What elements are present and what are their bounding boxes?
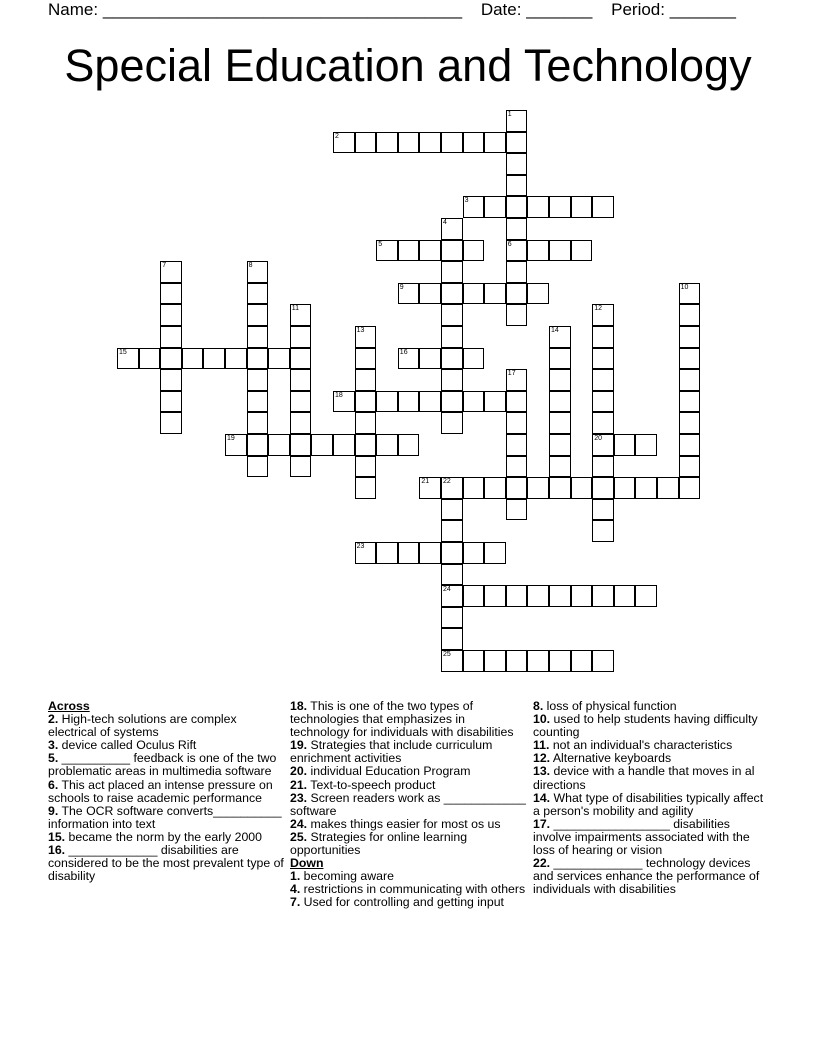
- grid-cell[interactable]: [484, 391, 506, 413]
- clue-number: 22: [443, 478, 451, 486]
- grid-cell[interactable]: [441, 391, 463, 413]
- grid-cell-12[interactable]: [592, 304, 614, 326]
- grid-cell[interactable]: [592, 326, 614, 348]
- down-clue: [533, 857, 769, 896]
- date-label: Date:: [480, 0, 522, 19]
- grid-cell[interactable]: [225, 348, 247, 370]
- grid-cell[interactable]: [614, 477, 636, 499]
- grid-cell[interactable]: [290, 391, 312, 413]
- grid-cell[interactable]: [679, 412, 701, 434]
- grid-cell-15[interactable]: [117, 348, 139, 370]
- clue-number: 22.: [533, 856, 551, 871]
- grid-cell[interactable]: [441, 564, 463, 586]
- clue-number: 8.: [533, 699, 544, 713]
- clue-number: 12.: [533, 751, 551, 766]
- clue-number: 10: [680, 283, 689, 291]
- clue-number: 18.: [290, 699, 308, 713]
- grid-cell-6[interactable]: [506, 240, 528, 262]
- grid-cell[interactable]: [549, 585, 571, 607]
- clue-number: 9: [399, 283, 404, 291]
- grid-cell[interactable]: [527, 196, 549, 218]
- grid-cell[interactable]: [355, 348, 377, 370]
- grid-cell[interactable]: [398, 542, 420, 564]
- grid-cell[interactable]: [463, 585, 485, 607]
- grid-cell[interactable]: [657, 477, 679, 499]
- grid-cell[interactable]: [160, 304, 182, 326]
- grid-cell[interactable]: [592, 196, 614, 218]
- grid-cell[interactable]: [484, 283, 506, 305]
- grid-cell[interactable]: [549, 391, 571, 413]
- grid-cell-24[interactable]: [441, 585, 463, 607]
- clue-number: 20.: [290, 764, 308, 779]
- grid-cell[interactable]: [247, 434, 269, 456]
- across-clue: [290, 739, 526, 765]
- clue-number: 24: [443, 586, 451, 594]
- grid-cell-3[interactable]: [463, 196, 485, 218]
- grid-cell[interactable]: [247, 348, 269, 370]
- grid-cell-17[interactable]: [506, 369, 528, 391]
- grid-cell-23[interactable]: [355, 542, 377, 564]
- grid-cell-5[interactable]: [376, 240, 398, 262]
- grid-cell[interactable]: [484, 650, 506, 672]
- grid-cell[interactable]: [441, 132, 463, 154]
- grid-cell[interactable]: [160, 348, 182, 370]
- clue-number: 4: [443, 219, 447, 226]
- clue-number: 13: [356, 327, 365, 334]
- grid-cell-13[interactable]: [355, 326, 377, 348]
- grid-cell[interactable]: [614, 434, 636, 456]
- grid-cell[interactable]: [484, 477, 506, 499]
- clue-number: 23: [356, 543, 365, 550]
- grid-cell[interactable]: [333, 434, 355, 456]
- grid-cell[interactable]: [527, 240, 549, 262]
- grid-cell[interactable]: [635, 434, 657, 456]
- clue-number: 2.: [48, 712, 59, 727]
- grid-cell-19[interactable]: [225, 434, 247, 456]
- clue-number: 21.: [290, 777, 308, 792]
- grid-cell[interactable]: [290, 369, 312, 391]
- grid-cell[interactable]: [549, 477, 571, 499]
- clue-number: 1.: [290, 869, 301, 884]
- clue-number: 8: [248, 262, 253, 270]
- grid-cell[interactable]: [247, 304, 269, 326]
- grid-cell-1[interactable]: [506, 110, 528, 132]
- clue-text: individual Education Program: [307, 764, 471, 779]
- grid-cell[interactable]: [376, 132, 398, 154]
- grid-cell[interactable]: [506, 477, 528, 499]
- grid-cell[interactable]: [463, 477, 485, 499]
- down-clue: [290, 896, 526, 909]
- grid-cell[interactable]: [592, 477, 614, 499]
- clue-number: 21: [421, 478, 430, 486]
- clue-number: 9.: [48, 803, 59, 818]
- grid-cell[interactable]: [592, 520, 614, 542]
- grid-cell[interactable]: [527, 650, 549, 672]
- grid-cell[interactable]: [441, 607, 463, 629]
- clue-number: 23.: [290, 790, 308, 805]
- across-clue: [290, 831, 526, 857]
- grid-cell[interactable]: [247, 456, 269, 478]
- grid-cell[interactable]: [549, 348, 571, 370]
- across-clue: [48, 752, 284, 778]
- grid-cell[interactable]: [398, 391, 420, 413]
- grid-cell[interactable]: [355, 391, 377, 413]
- grid-cell[interactable]: [160, 391, 182, 413]
- grid-cell[interactable]: [441, 499, 463, 521]
- grid-cell[interactable]: [441, 520, 463, 542]
- clue-number: 10.: [533, 712, 551, 727]
- grid-cell[interactable]: [506, 585, 528, 607]
- grid-cell[interactable]: [441, 261, 463, 283]
- across-clue: [48, 844, 284, 883]
- across-clue: [48, 713, 284, 739]
- grid-cell[interactable]: [398, 434, 420, 456]
- grid-cell[interactable]: [571, 196, 593, 218]
- grid-cell[interactable]: [268, 348, 290, 370]
- clue-number: 25: [443, 651, 451, 658]
- grid-cell-8[interactable]: [247, 261, 269, 283]
- clue-text: This act placed an intense pressure on schools to raise academic performance: [48, 777, 273, 805]
- grid-cell[interactable]: [441, 283, 463, 305]
- across-clue: [290, 792, 526, 818]
- grid-cell[interactable]: [592, 499, 614, 521]
- clue-number: 16: [399, 348, 408, 356]
- grid-cell[interactable]: [311, 434, 333, 456]
- grid-cell-4[interactable]: [441, 218, 463, 240]
- grid-cell[interactable]: [419, 542, 441, 564]
- grid-cell[interactable]: [463, 650, 485, 672]
- grid-cell[interactable]: [182, 348, 204, 370]
- grid-cell[interactable]: [549, 196, 571, 218]
- clue-text: __________ feedback is one of the two problematic areas in multimedia software: [48, 751, 277, 779]
- grid-cell[interactable]: [484, 542, 506, 564]
- clue-number: 7.: [290, 895, 301, 910]
- clues-column-2: [290, 700, 526, 910]
- grid-cell[interactable]: [679, 434, 701, 456]
- grid-cell[interactable]: [419, 391, 441, 413]
- clue-number: 1: [507, 111, 512, 118]
- down-clue: [533, 818, 769, 857]
- clue-text: Used for controlling and getting input: [300, 895, 504, 910]
- grid-cell[interactable]: [592, 650, 614, 672]
- clue-text: Strategies for online learning opportunities: [290, 829, 468, 858]
- down-clue: [533, 713, 769, 739]
- clue-text: restrictions in communicating with others: [300, 882, 526, 897]
- grid-cell[interactable]: [571, 240, 593, 262]
- grid-cell[interactable]: [679, 391, 701, 413]
- date-blank: _______: [526, 0, 593, 19]
- across-heading: Across: [48, 699, 90, 713]
- grid-cell-7[interactable]: [160, 261, 182, 283]
- grid-cell[interactable]: [290, 412, 312, 434]
- grid-cell[interactable]: [592, 369, 614, 391]
- grid-cell[interactable]: [549, 434, 571, 456]
- grid-cell[interactable]: [419, 283, 441, 305]
- clues-column-1: [48, 700, 284, 883]
- clue-number: 5: [378, 240, 383, 248]
- grid-cell[interactable]: [355, 477, 377, 499]
- period-blank: _______: [669, 0, 736, 19]
- grid-cell[interactable]: [419, 348, 441, 370]
- grid-cell[interactable]: [247, 326, 269, 348]
- grid-cell[interactable]: [290, 326, 312, 348]
- grid-cell[interactable]: [355, 369, 377, 391]
- grid-cell[interactable]: [398, 240, 420, 262]
- grid-cell[interactable]: [506, 175, 528, 197]
- grid-cell[interactable]: [506, 434, 528, 456]
- grid-cell[interactable]: [441, 240, 463, 262]
- grid-cell[interactable]: [419, 132, 441, 154]
- down-heading: Down: [290, 856, 324, 871]
- grid-cell[interactable]: [139, 348, 161, 370]
- clue-number: 13.: [533, 764, 551, 779]
- grid-cell[interactable]: [463, 283, 485, 305]
- across-clue: [48, 779, 284, 805]
- grid-cell[interactable]: [549, 369, 571, 391]
- grid-cell[interactable]: [355, 456, 377, 478]
- grid-cell[interactable]: [549, 240, 571, 262]
- grid-cell[interactable]: [614, 585, 636, 607]
- grid-cell[interactable]: [592, 348, 614, 370]
- grid-cell-18[interactable]: [333, 391, 355, 413]
- grid-cell[interactable]: [506, 132, 528, 154]
- clue-text: used to help students having difficulty counting: [533, 712, 758, 740]
- clue-text: _____________ technology devices and services enhance the performance of individuals with disabilities: [533, 856, 760, 897]
- grid-cell[interactable]: [635, 585, 657, 607]
- grid-cell[interactable]: [463, 542, 485, 564]
- clue-number: 24.: [290, 816, 308, 831]
- grid-cell[interactable]: [571, 650, 593, 672]
- clue-text: device called Oculus Rift: [58, 738, 197, 753]
- clue-text: The OCR software converts__________ information into text: [48, 803, 282, 831]
- clue-number: 18: [335, 391, 343, 399]
- clue-text: became the norm by the early 2000: [65, 829, 262, 844]
- grid-cell[interactable]: [160, 326, 182, 348]
- down-clue: [533, 765, 769, 791]
- grid-cell[interactable]: [160, 283, 182, 305]
- clue-number: 12: [594, 305, 602, 313]
- grid-cell[interactable]: [679, 304, 701, 326]
- grid-cell[interactable]: [571, 585, 593, 607]
- across-clue: [290, 700, 526, 739]
- grid-cell-11[interactable]: [290, 304, 312, 326]
- clue-number: 17.: [533, 816, 551, 831]
- clue-number: 6.: [48, 777, 59, 792]
- down-clue: [533, 792, 769, 818]
- grid-cell[interactable]: [247, 391, 269, 413]
- clue-text: This is one of the two types of technologies that emphasizes in technology for individuals with disabilities: [290, 699, 514, 740]
- name-label: Name:: [48, 0, 99, 19]
- clue-text: Text-to-speech product: [307, 777, 436, 792]
- clues-column-3: [533, 700, 769, 896]
- grid-cell[interactable]: [571, 477, 593, 499]
- grid-cell[interactable]: [290, 456, 312, 478]
- grid-cell[interactable]: [679, 456, 701, 478]
- grid-cell[interactable]: [506, 196, 528, 218]
- grid-cell[interactable]: [506, 261, 528, 283]
- grid-cell[interactable]: [635, 477, 657, 499]
- grid-cell[interactable]: [679, 348, 701, 370]
- grid-cell[interactable]: [441, 348, 463, 370]
- clue-number: 7: [162, 262, 167, 270]
- grid-cell[interactable]: [203, 348, 225, 370]
- grid-cell[interactable]: [506, 499, 528, 521]
- clue-number: 2: [335, 132, 339, 140]
- grid-cell[interactable]: [441, 412, 463, 434]
- grid-cell-20[interactable]: [592, 434, 614, 456]
- clue-number: 5.: [48, 751, 59, 766]
- grid-cell[interactable]: [376, 391, 398, 413]
- grid-cell[interactable]: [247, 369, 269, 391]
- name-blank: ______________________________________: [102, 0, 463, 19]
- grid-cell[interactable]: [679, 326, 701, 348]
- grid-cell[interactable]: [527, 283, 549, 305]
- grid-cell[interactable]: [290, 348, 312, 370]
- clue-text: _________________ disabilities involve impairments associated with the loss of hearing or vision: [533, 816, 750, 858]
- grid-cell[interactable]: [506, 283, 528, 305]
- grid-cell[interactable]: [290, 434, 312, 456]
- grid-cell[interactable]: [592, 412, 614, 434]
- grid-cell[interactable]: [592, 456, 614, 478]
- clue-number: 4.: [290, 882, 301, 897]
- grid-cell[interactable]: [355, 434, 377, 456]
- grid-cell[interactable]: [484, 132, 506, 154]
- grid-cell-14[interactable]: [549, 326, 571, 348]
- grid-cell[interactable]: [441, 369, 463, 391]
- clue-number: 15: [119, 348, 127, 356]
- grid-cell[interactable]: [506, 650, 528, 672]
- grid-cell[interactable]: [679, 477, 701, 499]
- grid-cell-16[interactable]: [398, 348, 420, 370]
- grid-cell[interactable]: [549, 456, 571, 478]
- clue-text: Alternative keyboards: [550, 751, 672, 766]
- clue-number: 11: [291, 305, 300, 313]
- clue-text: device with a handle that moves in al directions: [533, 764, 755, 792]
- across-clue: [48, 805, 284, 831]
- clue-number: 3.: [48, 738, 59, 753]
- clue-text: Strategies that include curriculum enrichment activities: [290, 738, 493, 766]
- clue-text: loss of physical function: [543, 699, 677, 713]
- grid-cell[interactable]: [506, 412, 528, 434]
- clue-number: 6: [507, 240, 512, 248]
- clue-number: 20: [594, 435, 602, 442]
- grid-cell[interactable]: [160, 369, 182, 391]
- clue-number: 15.: [48, 829, 66, 844]
- clue-number: 25.: [290, 829, 308, 844]
- grid-cell[interactable]: [506, 153, 528, 175]
- grid-cell[interactable]: [419, 240, 441, 262]
- grid-cell[interactable]: [376, 434, 398, 456]
- clue-number: 3: [464, 197, 469, 205]
- clue-text: What type of disabilities typically affect a person's mobility and agility: [533, 790, 764, 818]
- grid-cell[interactable]: [679, 369, 701, 391]
- grid-cell[interactable]: [355, 412, 377, 434]
- grid-cell[interactable]: [398, 132, 420, 154]
- grid-cell[interactable]: [441, 628, 463, 650]
- clue-text: becoming aware: [300, 869, 394, 884]
- grid-cell-10[interactable]: [679, 283, 701, 305]
- grid-cell[interactable]: [441, 542, 463, 564]
- grid-cell[interactable]: [355, 132, 377, 154]
- grid-cell[interactable]: [549, 650, 571, 672]
- clue-number: 14.: [533, 790, 551, 805]
- grid-cell[interactable]: [527, 585, 549, 607]
- grid-cell[interactable]: [247, 283, 269, 305]
- clue-number: 11.: [533, 738, 550, 753]
- grid-cell[interactable]: [441, 304, 463, 326]
- grid-cell[interactable]: [247, 412, 269, 434]
- grid-cell[interactable]: [463, 391, 485, 413]
- clue-number: 19: [227, 435, 235, 442]
- grid-cell-22[interactable]: [441, 477, 463, 499]
- period-label: Period:: [611, 0, 665, 19]
- clue-text: not an individual's characteristics: [549, 738, 733, 753]
- grid-cell-9[interactable]: [398, 283, 420, 305]
- grid-cell[interactable]: [549, 412, 571, 434]
- page-title: Special Education and Technology: [64, 40, 752, 91]
- grid-cell[interactable]: [441, 326, 463, 348]
- clue-text: High-tech solutions are complex electrical of systems: [48, 712, 237, 740]
- grid-cell-21[interactable]: [419, 477, 441, 499]
- grid-cell[interactable]: [376, 542, 398, 564]
- clue-text: _____________ disabilities are considered to be the most prevalent type of disability: [48, 843, 284, 884]
- grid-cell[interactable]: [506, 218, 528, 240]
- grid-cell[interactable]: [592, 391, 614, 413]
- grid-cell[interactable]: [527, 477, 549, 499]
- grid-cell-25[interactable]: [441, 650, 463, 672]
- clue-number: 19.: [290, 738, 308, 753]
- grid-cell[interactable]: [463, 132, 485, 154]
- grid-cell-2[interactable]: [333, 132, 355, 154]
- clue-number: 17: [507, 370, 516, 378]
- grid-cell[interactable]: [506, 304, 528, 326]
- grid-cell[interactable]: [268, 434, 290, 456]
- grid-cell[interactable]: [484, 196, 506, 218]
- grid-cell[interactable]: [484, 585, 506, 607]
- grid-cell[interactable]: [506, 391, 528, 413]
- clue-number: 16.: [48, 843, 66, 858]
- clue-number: 14: [551, 327, 559, 334]
- grid-cell[interactable]: [160, 412, 182, 434]
- grid-cell[interactable]: [506, 456, 528, 478]
- grid-cell[interactable]: [592, 585, 614, 607]
- grid-cell[interactable]: [463, 240, 485, 262]
- clue-text: makes things easier for most os us: [307, 816, 501, 831]
- clue-text: Screen readers work as ____________ software: [290, 790, 526, 818]
- grid-cell[interactable]: [463, 348, 485, 370]
